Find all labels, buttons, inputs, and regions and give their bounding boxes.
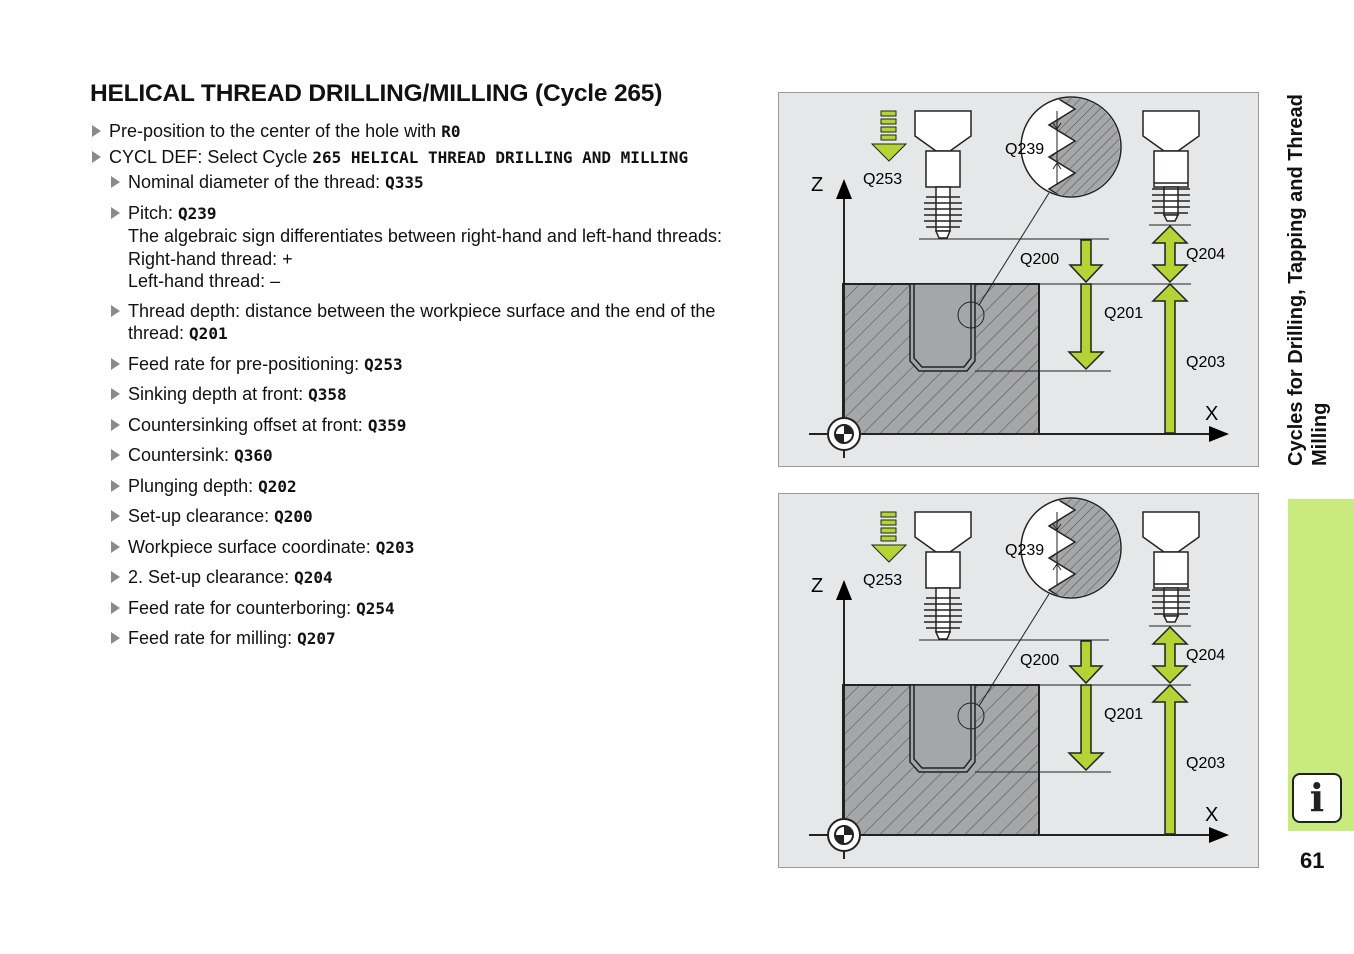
bullet-triangle-icon xyxy=(111,449,120,461)
parameter-code: R0 xyxy=(441,122,461,141)
item-text: Feed rate for milling: xyxy=(128,628,298,648)
list-item xyxy=(109,300,750,346)
item-text: Countersinking offset at front: xyxy=(128,414,368,435)
parameter-code: Q358 xyxy=(308,385,347,404)
parameter-code: Q200 xyxy=(274,507,313,526)
feed-icon xyxy=(872,111,906,161)
item-text: Feed rate for counterboring: xyxy=(128,597,357,618)
list-item xyxy=(109,627,750,651)
list-item xyxy=(109,505,750,529)
thread-mill-tool-end xyxy=(1143,111,1199,221)
bullet-triangle-icon xyxy=(111,480,120,492)
svg-text:X: X xyxy=(1205,804,1219,826)
list-item xyxy=(109,444,750,468)
list-item xyxy=(109,414,750,438)
instruction-list xyxy=(90,120,750,651)
bullet-triangle-icon xyxy=(111,602,120,614)
item-detail-line: Right-hand thread: + xyxy=(128,248,293,269)
figure-top xyxy=(778,92,1259,467)
item-detail-line: The algebraic sign differentiates between right-hand and left-hand threads: xyxy=(128,226,723,246)
svg-text:Q253: Q253 xyxy=(863,572,903,589)
parameter-code: Q335 xyxy=(385,173,424,192)
list-item xyxy=(109,353,750,377)
svg-text:Q253: Q253 xyxy=(863,171,903,188)
parameter-code: Q202 xyxy=(258,476,297,496)
parameter-code: Q201 xyxy=(189,324,228,343)
list-item xyxy=(90,120,750,144)
item-text: Feed rate for pre-positioning: xyxy=(128,353,365,374)
q200-arrow xyxy=(1070,240,1102,282)
page-number: 61 xyxy=(1300,848,1325,873)
item-text: Pre-position to the center of the hole with xyxy=(109,121,442,141)
z-axis-label: Z xyxy=(811,174,824,196)
parameter-code: Q204 xyxy=(294,568,333,587)
x-axis-label: X xyxy=(1205,403,1219,425)
item-text: Plunging depth: xyxy=(128,475,259,496)
list-item xyxy=(109,171,750,195)
bullet-triangle-icon xyxy=(111,305,120,317)
svg-text:Q204: Q204 xyxy=(1186,647,1226,664)
bullet-triangle-icon xyxy=(92,125,101,137)
list-item xyxy=(109,383,750,407)
list-item xyxy=(109,536,750,560)
bullet-triangle-icon xyxy=(92,151,101,163)
q201-arrow xyxy=(1069,284,1103,369)
list-item xyxy=(109,475,750,499)
chapter-title: Cycles for Drilling, Tapping and Thread Milling xyxy=(1285,94,1331,466)
item-text: Pitch: xyxy=(128,202,179,223)
item-text: Workpiece surface coordinate: xyxy=(128,536,376,557)
bullet-triangle-icon xyxy=(111,358,120,370)
svg-text:Z: Z xyxy=(811,575,824,597)
item-text: CYCL DEF: Select Cycle xyxy=(109,146,313,167)
item-text: Thread depth: distance between the workpiece surface and the end of the thread: xyxy=(128,300,716,343)
item-text: Nominal diameter of the thread: xyxy=(128,172,386,192)
parameter-code: Q239 xyxy=(178,203,217,223)
bullet-triangle-icon xyxy=(111,571,120,583)
item-text: Countersink: xyxy=(128,445,235,465)
parameter-code: Q207 xyxy=(297,629,336,648)
parameter-code: Q254 xyxy=(356,598,395,618)
parameter-code: 265 HELICAL THREAD DRILLING AND MILLING xyxy=(312,147,689,167)
bullet-triangle-icon xyxy=(111,510,120,522)
svg-text:Q203: Q203 xyxy=(1186,755,1226,772)
svg-text:Q200: Q200 xyxy=(1020,251,1060,268)
item-detail-line: Left-hand thread: – xyxy=(128,271,281,291)
q203-arrow xyxy=(1153,284,1187,433)
item-text: 2. Set-up clearance: xyxy=(128,567,295,587)
thread-mill-tool-start xyxy=(915,111,971,238)
bullet-triangle-icon xyxy=(111,176,120,188)
svg-text:Q204: Q204 xyxy=(1186,246,1226,263)
parameter-code: Q360 xyxy=(234,446,273,465)
svg-text:Q201: Q201 xyxy=(1104,305,1144,322)
list-item xyxy=(90,146,750,170)
svg-text:Q203: Q203 xyxy=(1186,354,1226,371)
bullet-triangle-icon xyxy=(111,541,120,553)
svg-text:Q200: Q200 xyxy=(1020,652,1060,669)
figure-bottom xyxy=(778,493,1259,868)
svg-text:Q239: Q239 xyxy=(1005,542,1045,559)
bullet-triangle-icon xyxy=(111,419,120,431)
page-title: HELICAL THREAD DRILLING/MILLING (Cycle 265) xyxy=(90,80,663,107)
list-item xyxy=(109,597,750,621)
cycle-265-diagram-2 xyxy=(779,494,1258,867)
parameter-code: Q253 xyxy=(364,354,403,374)
list-item xyxy=(109,202,750,293)
parameter-code: Q203 xyxy=(375,537,415,557)
cycle-265-diagram xyxy=(779,93,1258,466)
info-icon: i xyxy=(1292,773,1342,823)
parameter-code: Q359 xyxy=(367,415,407,435)
bullet-triangle-icon xyxy=(111,632,120,644)
bullet-triangle-icon xyxy=(111,207,120,219)
list-item xyxy=(109,566,750,590)
svg-text:Q201: Q201 xyxy=(1104,706,1144,723)
q204-arrow xyxy=(1153,226,1187,282)
bullet-triangle-icon xyxy=(111,388,120,400)
item-text: Sinking depth at front: xyxy=(128,384,309,404)
item-text: Set-up clearance: xyxy=(128,506,275,526)
svg-text:Q239: Q239 xyxy=(1005,141,1045,158)
